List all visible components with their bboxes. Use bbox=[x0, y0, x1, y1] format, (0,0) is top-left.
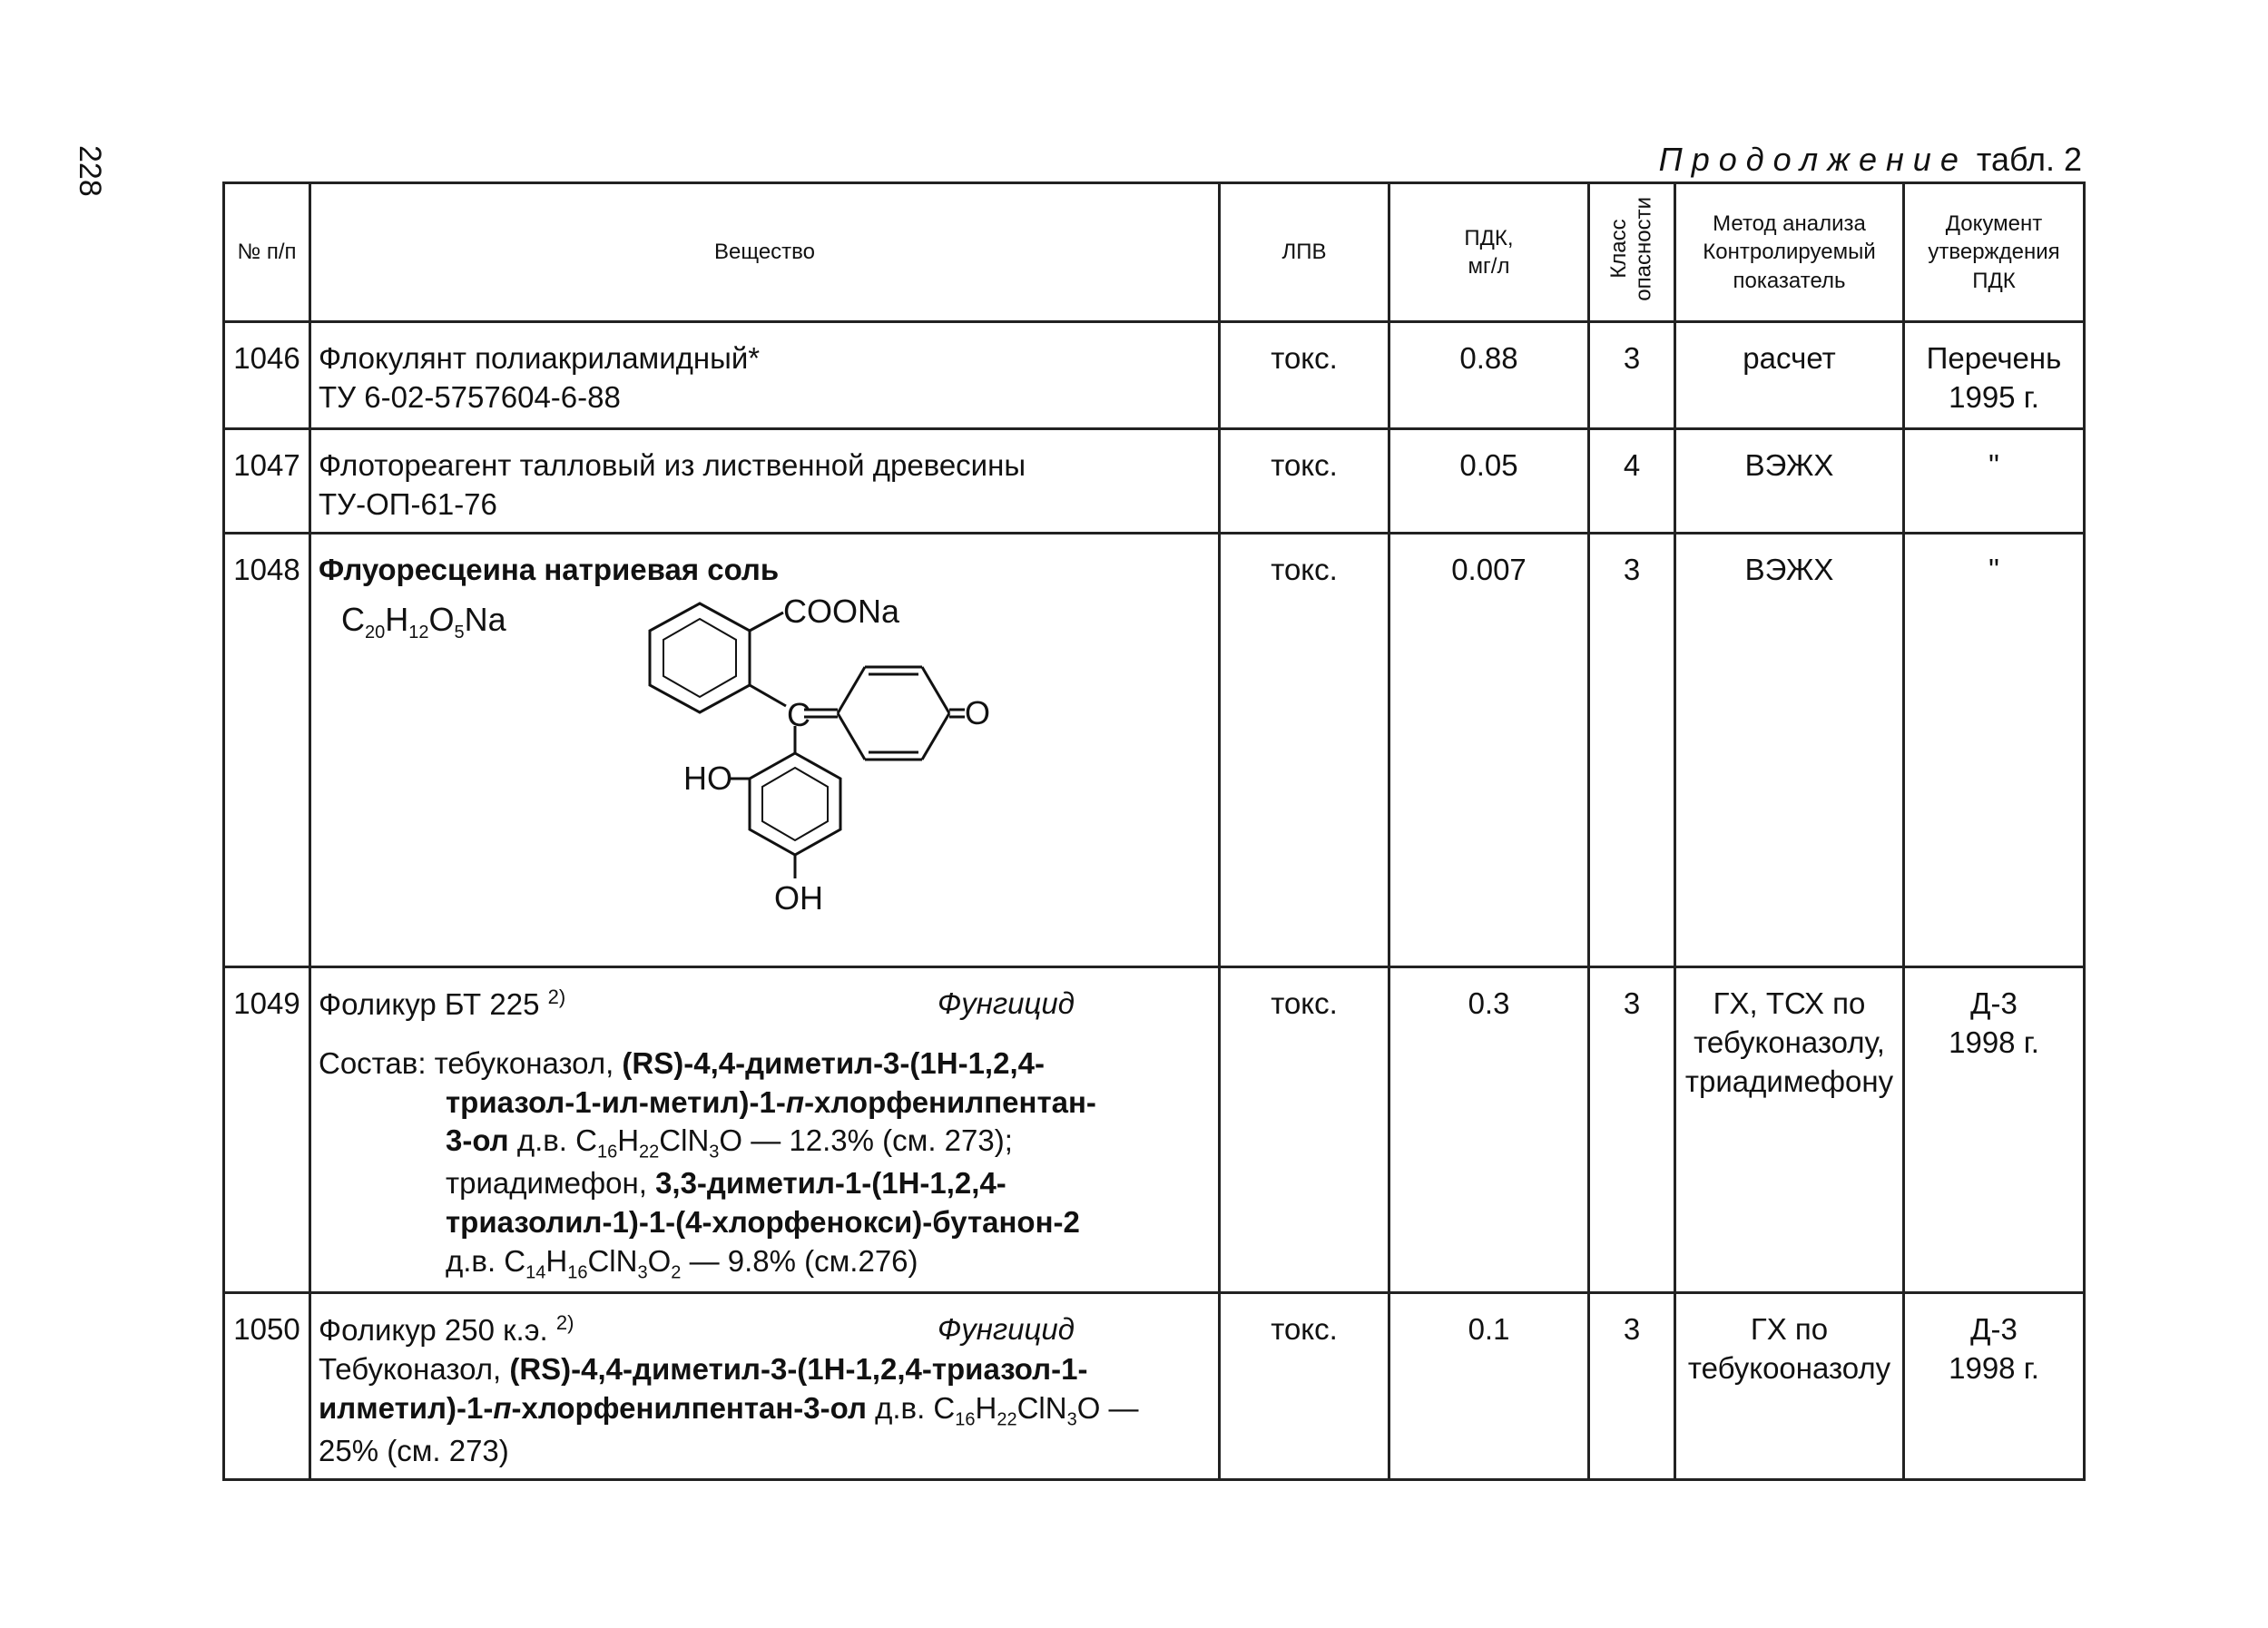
struct-oh-label: OH bbox=[774, 878, 823, 917]
molecular-formula: $C_{20}H_{12}O_5Na$ bbox=[341, 600, 506, 642]
row-substance bbox=[310, 322, 1220, 429]
row-num: 1046 bbox=[224, 322, 310, 429]
substance-purpose: Фунгицид bbox=[938, 986, 1075, 1020]
row-method: расчет bbox=[1675, 322, 1904, 429]
row-document: Д-3 1998 г. bbox=[1904, 1293, 2085, 1479]
struct-central-c-label: C bbox=[787, 695, 810, 733]
header-method-1: Метод анализа bbox=[1713, 211, 1866, 237]
row-document: " bbox=[1904, 533, 2085, 966]
row-class: 3 bbox=[1589, 966, 1675, 1293]
struct-coona-label: COONa bbox=[783, 592, 900, 630]
structure-block bbox=[319, 590, 1211, 944]
row-substance bbox=[310, 966, 1220, 1293]
table-row bbox=[224, 429, 2085, 534]
row-substance bbox=[310, 429, 1220, 534]
composition-line-2: триазол-1-ил-метил)-1-п-хлорфенилпентан- bbox=[446, 1084, 1096, 1119]
header-substance: Вещество bbox=[310, 183, 1220, 322]
header-num: № п/п bbox=[224, 183, 310, 322]
row-pdk: 0.1 bbox=[1389, 1293, 1589, 1479]
row-lpv: токс. bbox=[1220, 1293, 1389, 1479]
table-row bbox=[224, 533, 2085, 966]
footnote-ref: 2) bbox=[555, 1311, 574, 1335]
row-pdk: 0.88 bbox=[1389, 322, 1589, 429]
header-doc-2: утверждения bbox=[1928, 240, 2060, 265]
row-method: ГХ, ТСХ по тебуконазолу, триадимефону bbox=[1675, 966, 1904, 1293]
row-class: 3 bbox=[1589, 322, 1675, 429]
substances-table bbox=[222, 181, 2086, 1481]
header-document bbox=[1904, 183, 2085, 322]
substance-title-line bbox=[319, 985, 1211, 1025]
row-substance bbox=[310, 533, 1220, 966]
row-lpv: токс. bbox=[1220, 429, 1389, 534]
row-document: Д-3 1998 г. bbox=[1904, 966, 2085, 1293]
substance-name-group bbox=[319, 1310, 574, 1350]
substance-name: Фоликур 250 к.э. bbox=[319, 1313, 548, 1348]
row-substance bbox=[310, 1293, 1220, 1479]
header-hazard-class bbox=[1589, 183, 1675, 322]
header-row bbox=[224, 183, 2085, 322]
row-num: 1049 bbox=[224, 966, 310, 1293]
composition-line-2: илметил)-1-п-хлорфенилпентан-3-ол д.в. $C_{16}H_{22}ClN_3O$ — bbox=[319, 1391, 1139, 1430]
row-method: ВЭЖХ bbox=[1675, 533, 1904, 966]
row-lpv: токс. bbox=[1220, 322, 1389, 429]
substance-name: Флокулянт полиакриламидный* bbox=[319, 341, 761, 375]
substance-purpose: Фунгицид bbox=[938, 1312, 1075, 1347]
row-class: 4 bbox=[1589, 429, 1675, 534]
header-hazard-class-2: опасности bbox=[1632, 196, 1656, 301]
substance-name-group bbox=[319, 985, 565, 1025]
substance-name: Флуоресцеина натриевая соль bbox=[319, 552, 780, 586]
footnote-ref: 2) bbox=[547, 985, 566, 1008]
row-class: 3 bbox=[1589, 533, 1675, 966]
table-row bbox=[224, 966, 2085, 1293]
doc-line-2: 1995 г. bbox=[1949, 379, 2039, 414]
header-doc-3: ПДК bbox=[1972, 268, 2016, 293]
row-class: 3 bbox=[1589, 1293, 1675, 1479]
header-method-3: показатель bbox=[1733, 268, 1846, 293]
header-method bbox=[1675, 183, 1904, 322]
row-lpv: токс. bbox=[1220, 966, 1389, 1293]
composition-line-6: д.в. $C_{14}H_{16}ClN_3O_2$ — 9.8% (см.276) bbox=[446, 1243, 918, 1283]
composition-line-3: 25% (см. 273) bbox=[319, 1433, 509, 1467]
header-method-2: Контролируемый bbox=[1703, 240, 1876, 265]
substance-name: Фоликур БТ 225 bbox=[319, 986, 540, 1021]
struct-oxo-label: O bbox=[965, 693, 990, 731]
substance-title-line bbox=[319, 1310, 1211, 1350]
table-continuation-label bbox=[1659, 141, 2082, 179]
header-pdk-unit: мг/л bbox=[1468, 254, 1510, 279]
row-pdk: 0.05 bbox=[1389, 429, 1589, 534]
composition-line-4: триадимефон, 3,3-диметил-1-(1Н-1,2,4- bbox=[446, 1166, 1006, 1201]
row-method: ГХ по тебукооназолу bbox=[1675, 1293, 1904, 1479]
composition-line-1: Состав: тебуконазол, (RS)-4,4-диметил-3-(1Н-1,2,4- bbox=[319, 1045, 1045, 1080]
header-hazard-class-1: Класс bbox=[1606, 219, 1632, 279]
table-row bbox=[224, 322, 2085, 429]
row-document bbox=[1904, 322, 2085, 429]
composition-line-1: Тебуконазол, (RS)-4,4-диметил-3-(1Н-1,2,4-триазол-1- bbox=[319, 1352, 1088, 1387]
composition-line-3: 3-ол д.в. $C_{16}H_{22}ClN_3O$ — 12.3% (см. 273); bbox=[446, 1123, 1013, 1163]
row-pdk: 0.3 bbox=[1389, 966, 1589, 1293]
row-num: 1047 bbox=[224, 429, 310, 534]
continuation-word: Продолжение bbox=[1658, 141, 1968, 178]
substance-name: Флотореагент талловый из лиственной древесины bbox=[319, 448, 1026, 482]
composition-line-5: триазолил-1)-1-(4-хлорфенокси)-бутанон-2 bbox=[446, 1204, 1080, 1239]
substance-spec: ТУ 6-02-5757604-6-88 bbox=[319, 379, 621, 414]
table-ref: табл. 2 bbox=[1976, 141, 2082, 178]
row-num: 1048 bbox=[224, 533, 310, 966]
row-pdk: 0.007 bbox=[1389, 533, 1589, 966]
header-pdk-label: ПДК, bbox=[1464, 225, 1514, 250]
page-number: 228 bbox=[73, 145, 107, 197]
row-num: 1050 bbox=[224, 1293, 310, 1479]
fluorescein-structure-diagram bbox=[573, 590, 990, 944]
header-pdk bbox=[1389, 183, 1589, 322]
table-row bbox=[224, 1293, 2085, 1479]
header-lpv: ЛПВ bbox=[1220, 183, 1389, 322]
header-doc-1: Документ bbox=[1945, 211, 2043, 237]
row-document: " bbox=[1904, 429, 2085, 534]
row-lpv: токс. bbox=[1220, 533, 1389, 966]
row-method: ВЭЖХ bbox=[1675, 429, 1904, 534]
substance-spec: ТУ-ОП-61-76 bbox=[319, 486, 497, 521]
doc-line-1: Перечень bbox=[1926, 341, 2062, 375]
struct-ho-label: HO bbox=[683, 759, 732, 797]
